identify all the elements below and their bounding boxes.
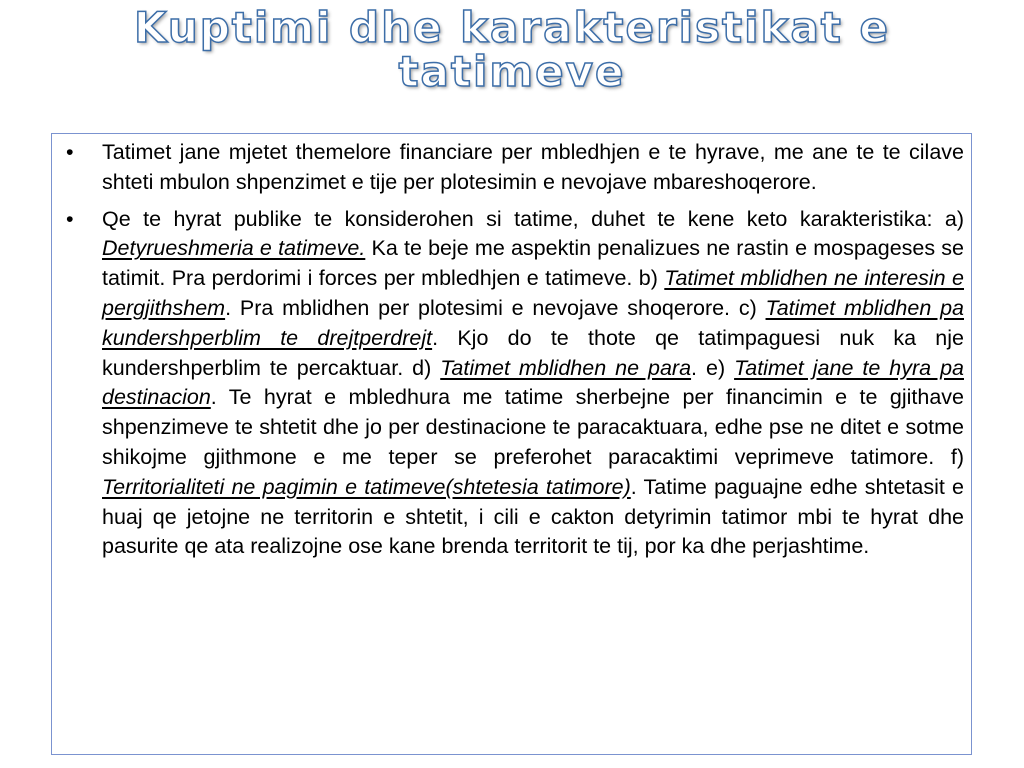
- characteristic-b-term: Tatimet mblidhen ne interesin e pergjithshem: [102, 266, 964, 320]
- bullet-icon: •: [66, 206, 74, 231]
- bullet-text-plain: . Kjo do te thote qe tatimpaguesi nuk ka nje kundershperblim te percaktuar. d): [102, 325, 964, 380]
- bullet-list: [60, 138, 964, 569]
- bullet-text-plain: Qe te hyrat publike te konsiderohen si tatime, duhet te kene keto karakteristika: a): [102, 206, 964, 231]
- characteristic-e-term: Tatimet jane te hyra pa destinacion: [102, 355, 964, 410]
- characteristic-a-term: Detyrueshmeria e tatimeve.: [102, 236, 366, 261]
- bullet-text-plain: . e): [691, 355, 735, 380]
- characteristic-f-term: Territorialiteti ne pagimin e tatimeve(shtetesia tatimore): [102, 474, 631, 499]
- bullet-text: Tatimet jane mjetet themelore financiare per mbledhjen e te hyrave, me ane te te cilave shteti mbulon shpenzimet e tije per plotesimin e nevojave mbareshoqerore.: [102, 140, 964, 194]
- slide-title: Kuptimi dhe karakteristikat e tatimeve: [134, 3, 890, 96]
- bullet-text-plain: . Tatime paguajne edhe shtetasit e huaj qe jetojne ne territorin e shtetit, i cili e cakton detyrimin tatimor mbi te hyrat dhe pasurite qe ata realizojne ose kane brenda territorit te tij, por ka dhe perjashtime.: [102, 474, 965, 559]
- bullet-item-definition: [60, 138, 964, 198]
- characteristic-c-term: Tatimet mblidhen pa kundershperblim te drejtperdrejt: [102, 295, 964, 350]
- bullet-text-plain: Ka te beje me aspektin penalizues ne rastin e mospageses se tatimit. Pra perdorimi i forces per mbledhjen e tatimeve. b): [102, 236, 964, 291]
- bullet-text-plain: . Pra mblidhen per plotesimi e nevojave shoqerore. c): [225, 295, 766, 320]
- content-box: [51, 133, 972, 755]
- bullet-item-characteristics: [60, 205, 964, 563]
- bullet-icon: •: [66, 140, 74, 164]
- characteristic-d-term: Tatimet mblidhen ne para: [440, 355, 692, 380]
- bullet-text-plain: . Te hyrat e mbledhura me tatime sherbejne per financimin e te gjithave shpenzimeve te shtetit dhe jo per destinacione te paracaktuara, edhe pse ne ditet e sotme shikojme gjithmone e me teper se preferohet paracaktimi veprimeve tatimore. f): [102, 385, 964, 469]
